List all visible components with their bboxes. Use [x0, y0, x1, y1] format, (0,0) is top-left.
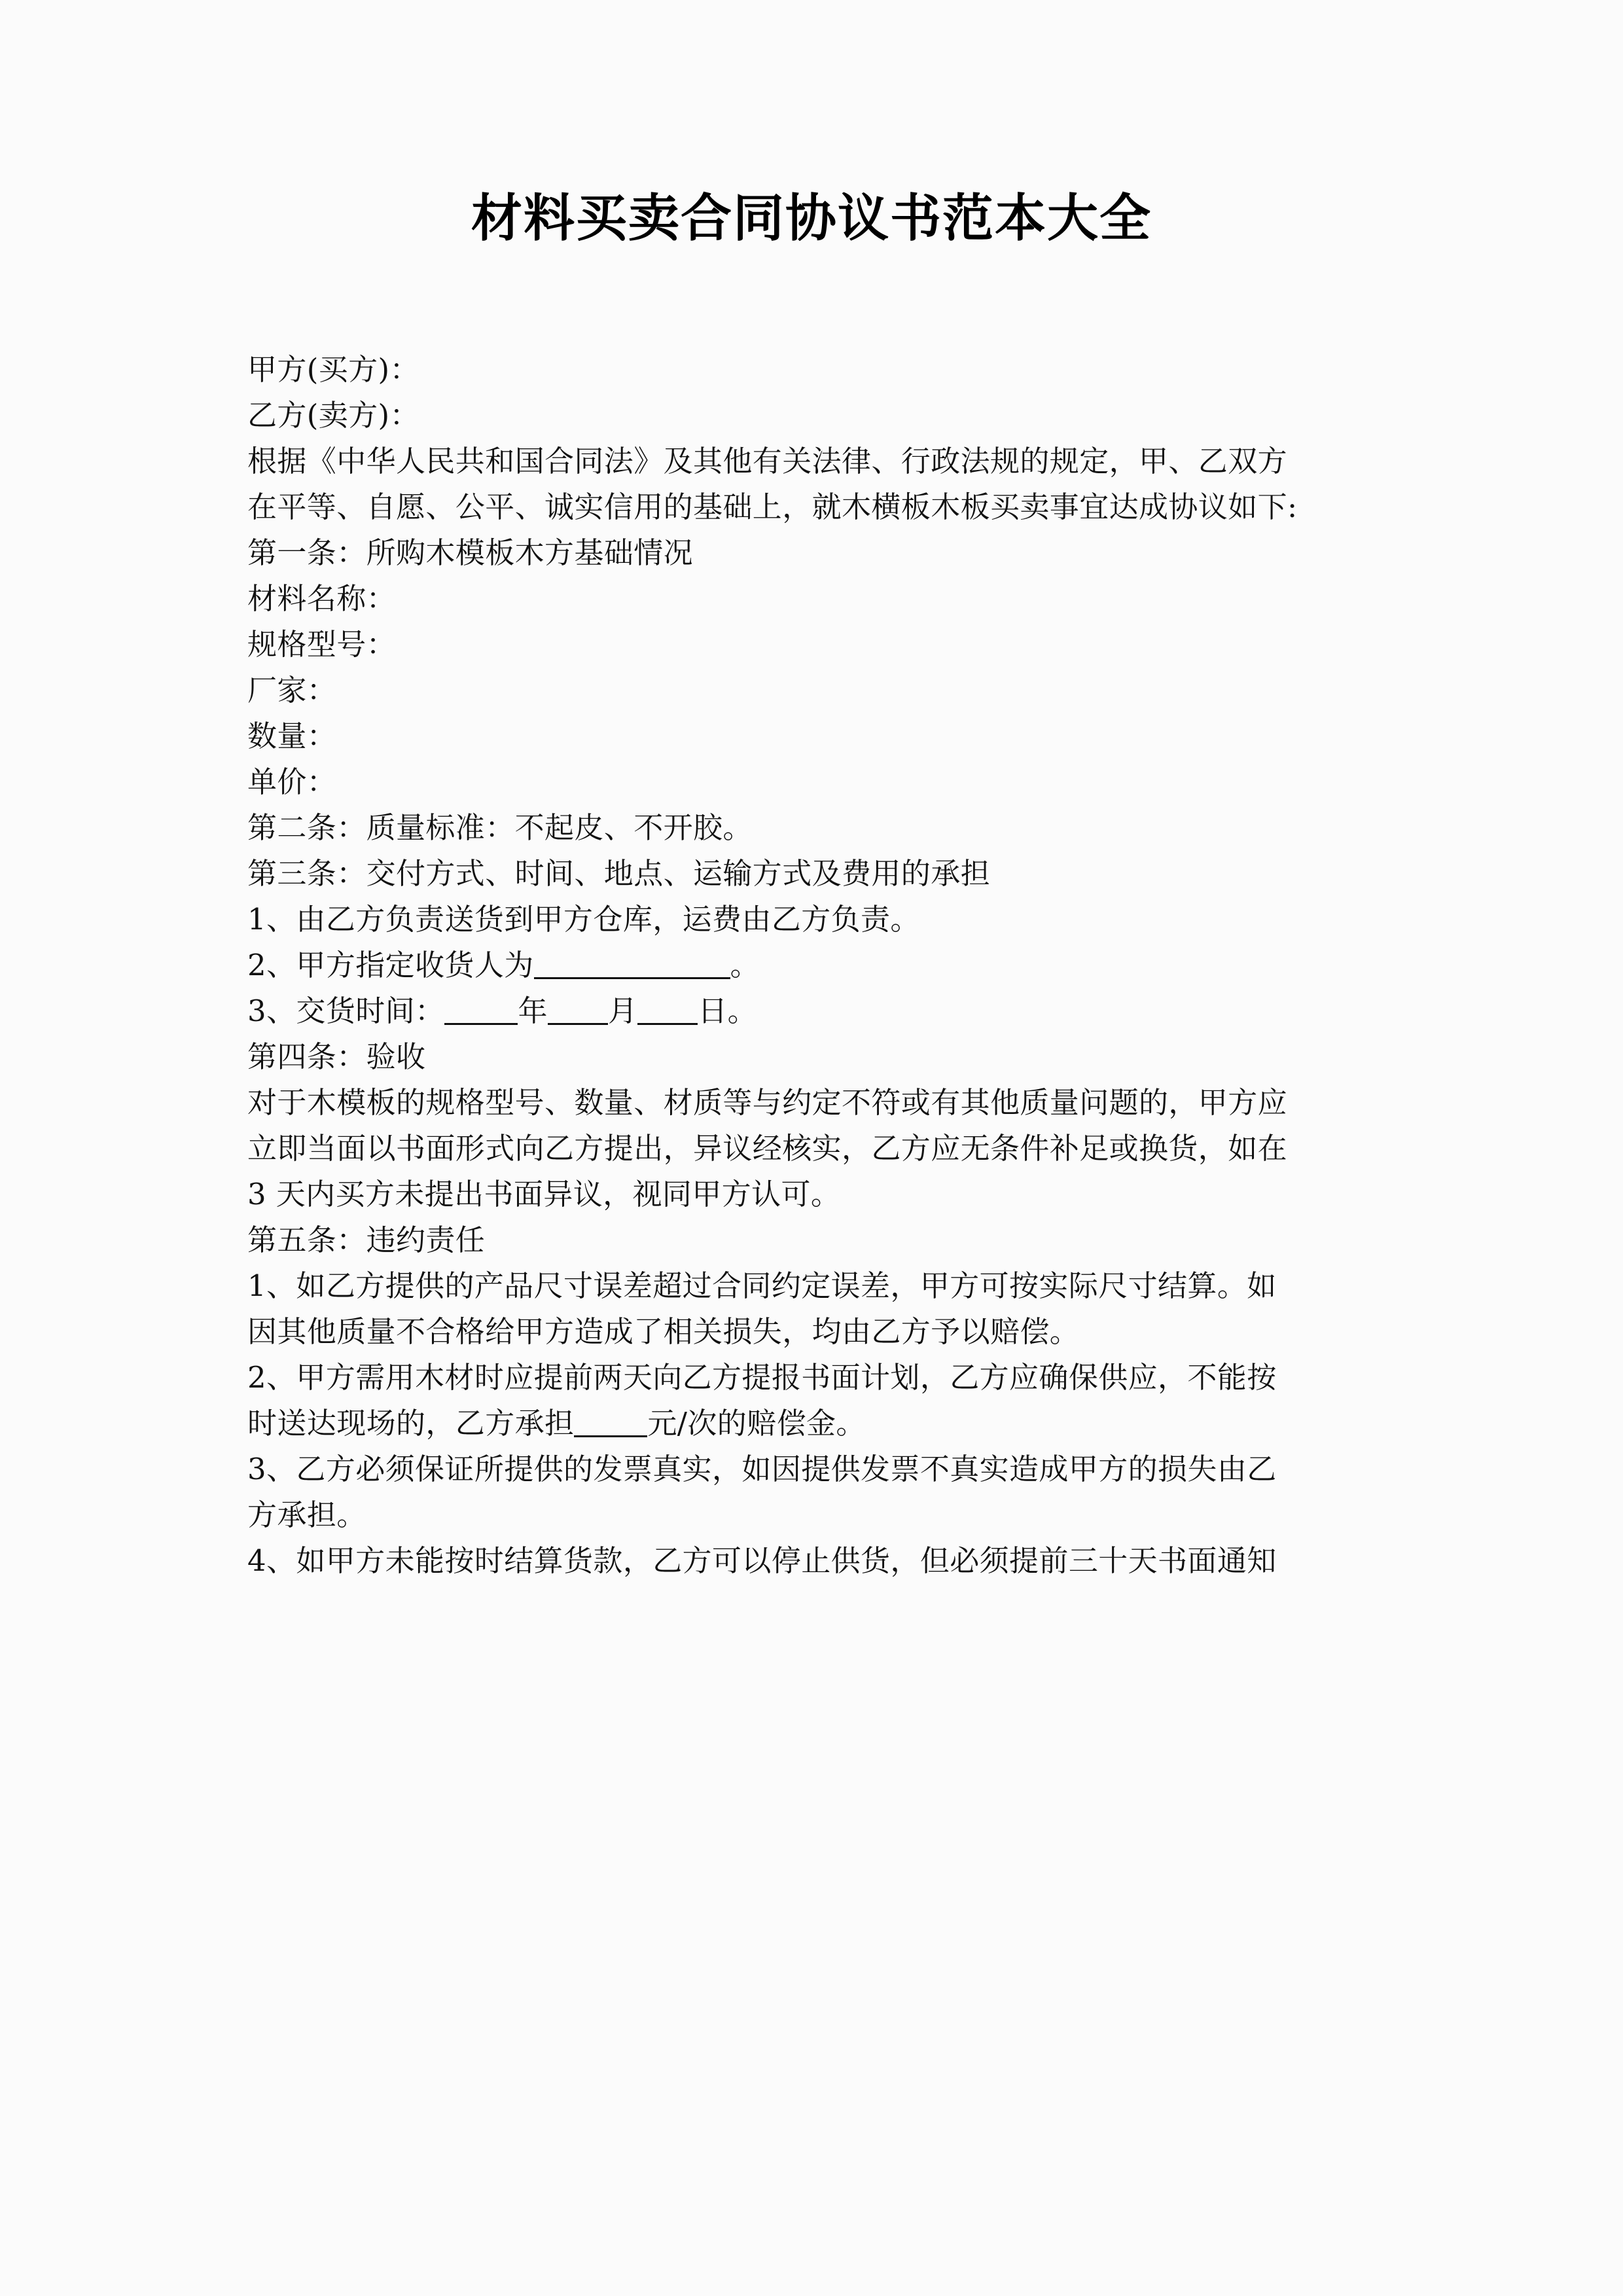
- clause-3-heading: 第三条：交付方式、时间、地点、运输方式及费用的承担: [247, 856, 991, 891]
- clause-2-heading: 第二条：质量标准：不起皮、不开胶。: [247, 810, 753, 845]
- clause-5-item-2-text-post: 元/次的赔偿金。: [647, 1406, 866, 1441]
- party-a-field-label: 甲方(买方)：: [247, 352, 419, 387]
- clause-5-item-2-line-1: 2、甲方需用木材时应提前两天向乙方提报书面计划，乙方应确保供应，不能按: [247, 1360, 1277, 1395]
- clause-3-item-3: [247, 988, 1380, 1034]
- clause-5-heading: 第五条：违约责任: [247, 1223, 486, 1257]
- clause-3-item-1: 1、由乙方负责送货到甲方仓库，运费由乙方负责。: [247, 902, 920, 937]
- clause-4-heading: 第四条：验收: [247, 1039, 426, 1074]
- clause-3-item-2: [247, 942, 1380, 988]
- clause-5-item-2-line-2: [247, 1401, 1380, 1446]
- clause-4-line-1: 对于木模板的规格型号、数量、材质等与约定不符或有其他质量问题的，甲方应: [247, 1085, 1288, 1120]
- clause-5-item-3-line-1: 3、乙方必须保证所提供的发票真实，如因提供发票不真实造成甲方的损失由乙: [247, 1452, 1277, 1486]
- delivery-day-blank[interactable]: [637, 1023, 698, 1025]
- clause-4-line-3: 3 天内买方未提出书面异议，视同甲方认可。: [247, 1177, 841, 1211]
- clause-3-item-3-text-pre: 3、交货时间：: [247, 994, 445, 1028]
- delivery-year-blank[interactable]: [444, 1023, 518, 1025]
- field-spec-model: 规格型号：: [247, 627, 397, 662]
- page-title: 材料买卖合同协议书范本大全: [471, 189, 1152, 248]
- delivery-day-unit: 日。: [698, 994, 758, 1028]
- receiver-name-blank[interactable]: [534, 977, 730, 979]
- preamble-line-1: 根据《中华人民共和国合同法》及其他有关法律、行政法规的规定，甲、乙双方: [247, 444, 1288, 478]
- preamble-line-2: 在平等、自愿、公平、诚实信用的基础上，就木横板木板买卖事宜达成协议如下:: [247, 490, 1298, 524]
- clause-5-item-1-line-2: 因其他质量不合格给甲方造成了相关损失，均由乙方予以赔偿。: [247, 1314, 1080, 1349]
- clause-5-item-3-line-2: 方承担。: [247, 1498, 366, 1532]
- delivery-month-blank[interactable]: [548, 1023, 608, 1025]
- penalty-amount-blank[interactable]: [574, 1435, 647, 1437]
- delivery-month-unit: 月: [607, 994, 638, 1028]
- clause-3-item-2-text-pre: 2、甲方指定收货人为: [247, 948, 534, 982]
- clause-4-line-2: 立即当面以书面形式向乙方提出，异议经核实，乙方应无条件补足或换货，如在: [247, 1131, 1288, 1166]
- clause-1-heading: 第一条：所购木模板木方基础情况: [247, 535, 694, 570]
- field-quantity: 数量：: [247, 719, 337, 753]
- field-manufacturer: 厂家：: [247, 673, 337, 708]
- document-body: [247, 347, 1380, 1584]
- party-b-field-label: 乙方(卖方)：: [247, 398, 419, 433]
- clause-5-item-2-text-pre: 时送达现场的，乙方承担: [247, 1406, 575, 1441]
- field-material-name: 材料名称：: [247, 581, 397, 616]
- clause-5-item-1-line-1: 1、如乙方提供的产品尺寸误差超过合同约定误差，甲方可按实际尺寸结算。如: [247, 1268, 1277, 1303]
- clause-5-item-4-line-1: 4、如甲方未能按时结算货款，乙方可以停止供货，但必须提前三十天书面通知: [247, 1543, 1277, 1578]
- field-unit-price: 单价：: [247, 764, 337, 799]
- delivery-year-unit: 年: [518, 994, 548, 1028]
- clause-3-item-2-text-post: 。: [730, 948, 760, 982]
